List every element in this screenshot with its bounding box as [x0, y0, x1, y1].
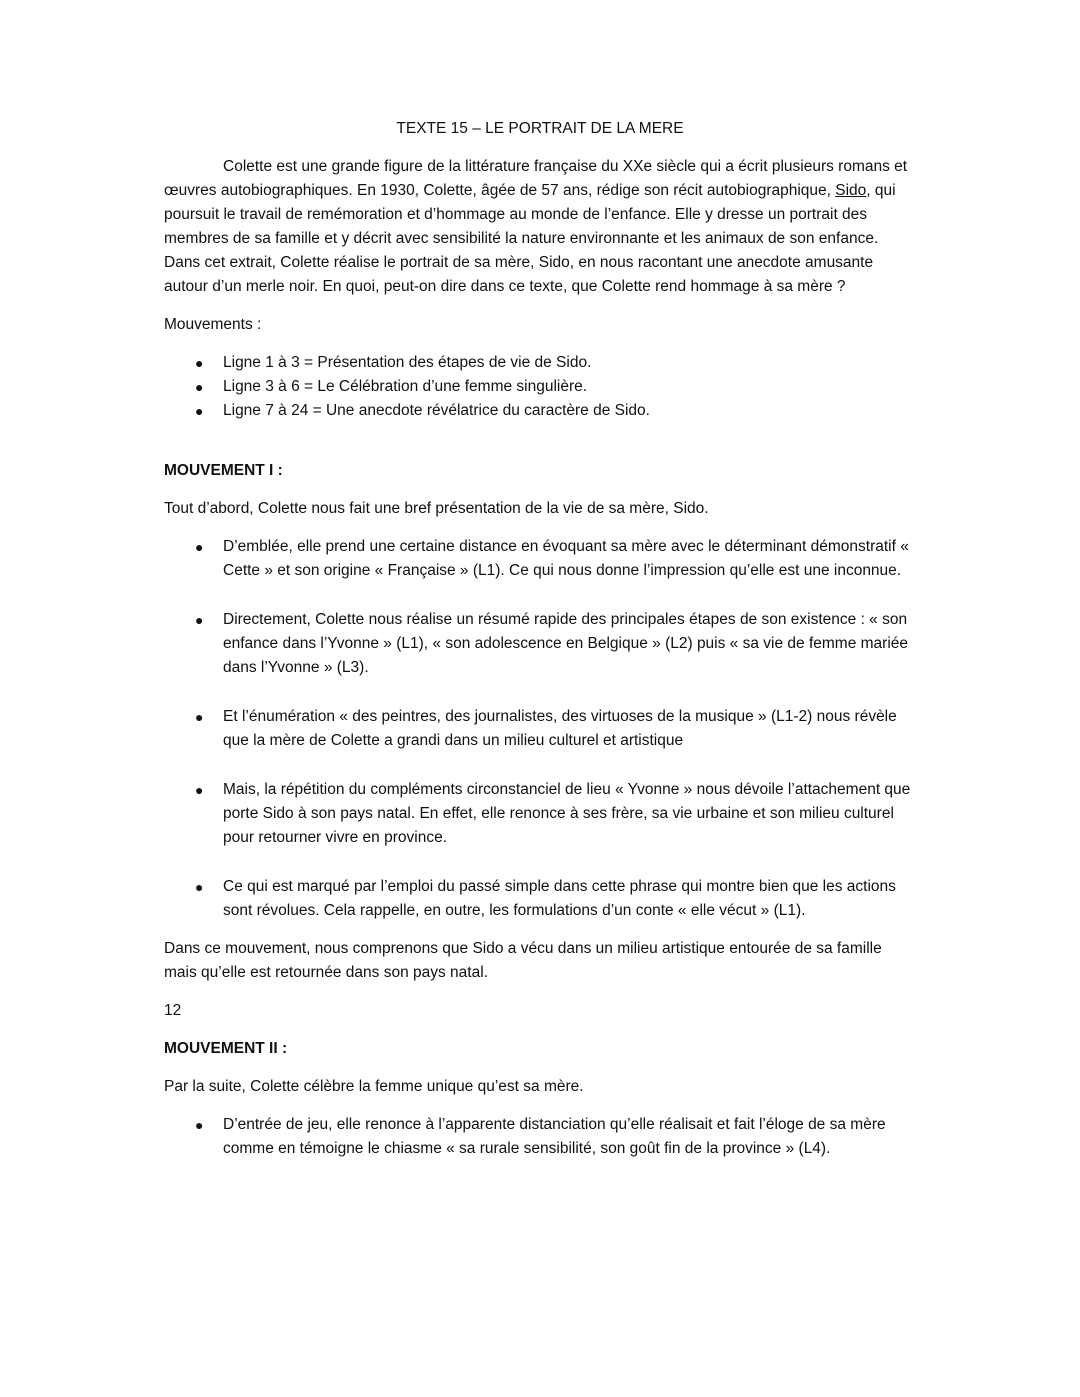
bullet-icon: ●: [195, 403, 204, 419]
page-number: 12: [164, 1002, 182, 1019]
section-heading-2: MOUVEMENT II :: [164, 1040, 288, 1057]
list-item: ● Ligne 1 à 3 = Présentation des étapes de vie de Sido.: [164, 351, 916, 375]
document-title: TEXTE 15 – LE PORTRAIT DE LA MERE: [396, 120, 684, 137]
bullet-icon: ●: [195, 612, 204, 628]
list-item: ● Mais, la répétition du compléments circonstanciel de lieu « Yvonne » nous dévoile l’attachement que porte Sido à son pays natal. En effet, elle renonce à ses frère, sa vie urbaine et son milieu culturel pour retourner vivre en province.: [164, 778, 916, 850]
bullet-icon: ●: [195, 539, 204, 555]
section-1-conclusion: Dans ce mouvement, nous comprenons que Sido a vécu dans un milieu artistique entourée de sa famille mais qu’elle est retournée dans son pays natal.: [164, 940, 882, 981]
bullet-icon: ●: [195, 355, 204, 371]
bullet-icon: ●: [195, 879, 204, 895]
section-heading-1: MOUVEMENT I :: [164, 462, 283, 479]
list-item: ● D’entrée de jeu, elle renonce à l’apparente distanciation qu’elle réalisait et fait l’éloge de sa mère comme en témoigne le chiasme « sa rurale sensibilité, son goût fin de la province » (L4).: [164, 1113, 916, 1161]
list-item: ● Ligne 3 à 6 = Le Célébration d’une femme singulière.: [164, 375, 916, 399]
document-page: [164, 117, 916, 1175]
intro-text-start: Colette est une grande figure de la littérature française du XXe siècle qui a écrit plusieurs romans et œuvres autobiographiques. En 1930, Colette, âgée de 57 ans, rédige son récit autobiographique,: [164, 158, 908, 199]
bullet-icon: ●: [195, 379, 204, 395]
movements-list: [164, 351, 916, 423]
bullet-icon: ●: [195, 1117, 204, 1133]
list-item: ● Ce qui est marqué par l’emploi du passé simple dans cette phrase qui montre bien que les actions sont révolues. Cela rappelle, en outre, les formulations d’un conte « elle vécut » (L1).: [164, 875, 916, 923]
bullet-icon: ●: [195, 782, 204, 798]
list-item: ● Directement, Colette nous réalise un résumé rapide des principales étapes de son existence : « son enfance dans l’Yvonne » (L1), « son adolescence en Belgique » (L2) puis « sa vie de femme mariée dans l’Yvonne » (L3).: [164, 608, 916, 680]
list-item: ● D’emblée, elle prend une certaine distance en évoquant sa mère avec le déterminant démonstratif « Cette » et son origine « Française » (L1). Ce qui nous donne l’impression qu’elle est une inconnue.: [164, 535, 916, 583]
section-2-bullets: [164, 1113, 916, 1161]
list-item: ● Et l’énumération « des peintres, des journalistes, des virtuoses de la musique » (L1-2) nous révèle que la mère de Colette a grandi dans un milieu culturel et artistique: [164, 705, 916, 753]
movements-label: Mouvements :: [164, 316, 262, 333]
list-item: ● Ligne 7 à 24 = Une anecdote révélatrice du caractère de Sido.: [164, 399, 916, 423]
intro-text-end: , qui poursuit le travail de remémoration et d’hommage au monde de l’enfance. Elle y dresse un portrait des membres de sa famille et y décrit avec sensibilité la nature environnante et les animaux de son enfance. Dans cet extrait, Colette réalise le portrait de sa mère, Sido, en nous racontant une anecdote amusante autour d’un merle noir. En quoi, peut-on dire dans ce texte, que Colette rend hommage à sa mère ?: [164, 182, 896, 295]
section-1-lead: Tout d’abord, Colette nous fait une bref présentation de la vie de sa mère, Sido.: [164, 500, 709, 517]
section-1-bullets: [164, 535, 916, 923]
section-2-lead: Par la suite, Colette célèbre la femme unique qu’est sa mère.: [164, 1078, 584, 1095]
book-title-sido: Sido: [835, 182, 867, 199]
bullet-icon: ●: [195, 709, 204, 725]
intro-paragraph: [164, 155, 916, 299]
